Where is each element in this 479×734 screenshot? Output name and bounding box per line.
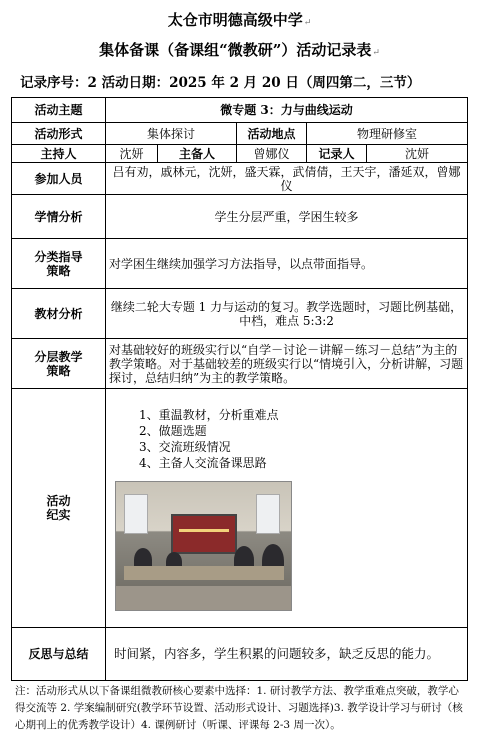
form-label: 活动形式 <box>12 123 106 145</box>
record-label: 活动 纪实 <box>12 389 106 628</box>
host-label: 主持人 <box>12 145 106 163</box>
layered-value: 对基础较好的班级实行以“自学－讨论－讲解－练习－总结”为主的教学策略。对于基础较差的班级实行以“情境引入，分析讲解，习题探讨，总结归纳”为主的教学策略。 <box>106 339 468 389</box>
list-item: 2、做题选题 <box>139 424 207 438</box>
guidance-value: 对学困生继续加强学习方法指导，以点带面指导。 <box>106 239 468 289</box>
conference-table <box>124 566 284 580</box>
row-theme <box>12 98 468 123</box>
place-value: 物理研修室 <box>307 123 468 145</box>
window-right <box>256 494 280 534</box>
row-record <box>12 389 468 628</box>
row-students <box>12 195 468 239</box>
cell-end-mark: ↵ <box>372 48 380 58</box>
footnote: 注：活动形式从以下备课组微教研核心要素中选择：1. 研讨教学方法、教学重难点突破，教学心得交流等 2. 学案编制研究(教学环节设置、活动形式设计、习题选择)3. 教学设计学习与研讨（核心期刊上的优秀教学设计）4. 课例研讨（听课、评课每 2-3 周一次）。 <box>15 685 463 731</box>
participants-value: 吕有劝，戚林元，沈妍，盛天霖，武倩倩，王天宇，潘延双，曾娜仪 <box>106 163 468 195</box>
floor <box>116 586 291 610</box>
theme-label: 活动主题 <box>12 98 106 123</box>
reflection-label: 反思与总结 <box>12 628 106 681</box>
place-label: 活动地点 <box>237 123 307 145</box>
row-participants <box>12 163 468 195</box>
layered-label: 分层教学 策略 <box>12 339 106 389</box>
list-item: 3、交流班级情况 <box>139 440 231 454</box>
list-item: 4、主备人交流备课思路 <box>139 456 267 470</box>
row-guidance <box>12 239 468 289</box>
window-left <box>124 494 148 534</box>
record-line: 记录序号：2 活动日期：2025 年 2 月 20 日（周四第二，三节） <box>20 75 421 91</box>
form-value: 集体探讨 <box>106 123 237 145</box>
host-value: 沈妍 <box>106 145 158 163</box>
students-value: 学生分层严重，学困生较多 <box>106 195 468 239</box>
participants-label: 参加人员 <box>12 163 106 195</box>
school-name: 太仓市明德高级中学↵ <box>167 11 312 29</box>
activity-record-table <box>11 97 468 681</box>
form-title: 集体备课（备课组“微教研”）活动记录表↵ <box>99 41 380 59</box>
textbook-label: 教材分析 <box>12 289 106 339</box>
row-host <box>12 145 468 163</box>
projection-screen <box>171 514 237 554</box>
recorder-value: 沈妍 <box>367 145 468 163</box>
row-layered <box>12 339 468 389</box>
theme-value: 微专题 3：力与曲线运动 <box>106 98 468 123</box>
meeting-photo <box>115 481 292 611</box>
students-label: 学情分析 <box>12 195 106 239</box>
record-value <box>106 389 468 628</box>
record-list <box>109 407 464 471</box>
lead-value: 曾娜仪 <box>237 145 307 163</box>
lead-label: 主备人 <box>158 145 237 163</box>
reflection-value: 时间紧，内容多，学生积累的问题较多，缺乏反思的能力。 <box>106 628 468 681</box>
list-item: 1、重温教材，分析重难点 <box>139 408 279 422</box>
guidance-label: 分类指导 策略 <box>12 239 106 289</box>
textbook-value: 继续二轮大专题 1 力与运动的复习。教学选题时，习题比例基础，中档，难点 5:3:2 <box>106 289 468 339</box>
cell-end-mark: ↵ <box>303 18 312 28</box>
row-form <box>12 123 468 145</box>
row-textbook <box>12 289 468 339</box>
row-reflection <box>12 628 468 681</box>
recorder-label: 记录人 <box>307 145 367 163</box>
